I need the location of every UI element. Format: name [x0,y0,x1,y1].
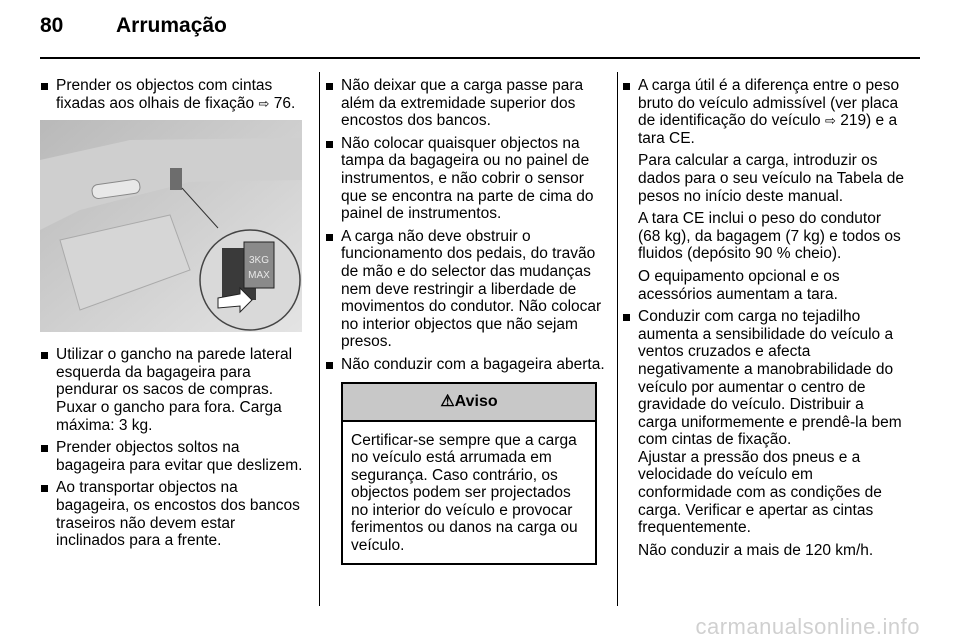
hook-label-weight: 3KG [248,255,270,267]
column-divider-2 [617,72,618,606]
warning-box [341,382,597,565]
column-3 [622,77,906,564]
paragraph: O equipamento opcional e os acessórios aumentam a tara. [638,267,840,303]
page-ref[interactable]: 219) e a tara CE. [638,112,898,147]
list-item: Não deixar que a carga passe para além da extremidade superior dos encostos dos bancos. [325,77,605,130]
list-item: A carga não deve obstruir o funcionamento dos pedais, do travão de mão e do selector das mudanças nem deve restringir a liberdade de movimentos do condutor. Não colocar no interior objectos que não sejam presos. [325,228,605,351]
list-item: A carga útil é a diferença entre o peso bruto do veículo admissível (ver placa de identificação do veículo ⇨ 219) e a tara CE. [622,77,906,147]
page-ref[interactable]: 76. [273,94,296,112]
column-2 [325,77,605,565]
list-item: Prender objectos soltos na bagageira para evitar que deslizem. [40,439,305,474]
list-item: Conduzir com carga no tejadilho aumenta a sensibilidade do veículo a ventos cruzados e afecta negativamente a manobrabilidade do veículo por aumentar o centro de gravidade do veículo. Distribuir a carga uniformemente e prendê-la bem com cintas de fixação. [622,308,906,449]
column-divider-1 [319,72,320,606]
paragraph: Para calcular a carga, introduzir os dados para o seu veículo na Tabela de pesos no início deste manual. [638,152,904,205]
warning-body: Certificar-se sempre que a carga no veículo está arrumada em segurança. Caso contrário, os objectos podem ser projectados no interior do veículo e provocar ferimentos ou danos na carga ou veículo. [351,431,578,555]
page-header [40,14,227,38]
page-ref-arrow-icon: ⇨ [258,95,270,111]
list-item: Utilizar o gancho na parede lateral esquerda da bagageira para pendurar os sacos de compras. Puxar o gancho para fora. Carga máxima: 3 kg. [40,346,305,434]
header-rule [40,57,920,59]
list-item: Não conduzir com a bagageira aberta. [325,356,605,374]
paragraph: Ajustar a pressão dos pneus e a velocidade do veículo em conformidade com as condições de carga. Verificar e apertar as cintas frequentemente. [638,448,882,537]
hook-label-max: MAX [248,270,270,282]
column-1 [40,77,305,555]
luggage-hook-figure [40,120,302,332]
watermark: carmanualsonline.info [695,614,920,639]
warning-icon: ⚠ [440,392,455,410]
paragraph: A tara CE inclui o peso do condutor (68 kg), da bagagem (7 kg) e todos os fluidos (depósito 90 % cheio). [638,210,901,263]
list-item: Ao transportar objectos na bagageira, os encostos dos bancos traseiros não devem estar inclinados para a frente. [40,479,305,549]
page-ref-arrow-icon: ⇨ [824,113,836,129]
warning-title: Aviso [454,392,498,410]
luggage-hook-illustration [40,120,302,332]
warning-header [343,384,595,422]
paragraph: Não conduzir a mais de 120 km/h. [638,541,874,559]
page-number: 80 [40,14,64,37]
list-item: Prender os objectos com cintas fixadas aos olhais de fixação ⇨ 76. [40,77,305,112]
page-title: Arrumação [116,14,227,37]
list-item: Não colocar quaisquer objectos na tampa da bagageira ou no painel de instrumentos, e não cobrir o sensor que se encontra na parte de cima do painel de instrumentos. [325,135,605,223]
